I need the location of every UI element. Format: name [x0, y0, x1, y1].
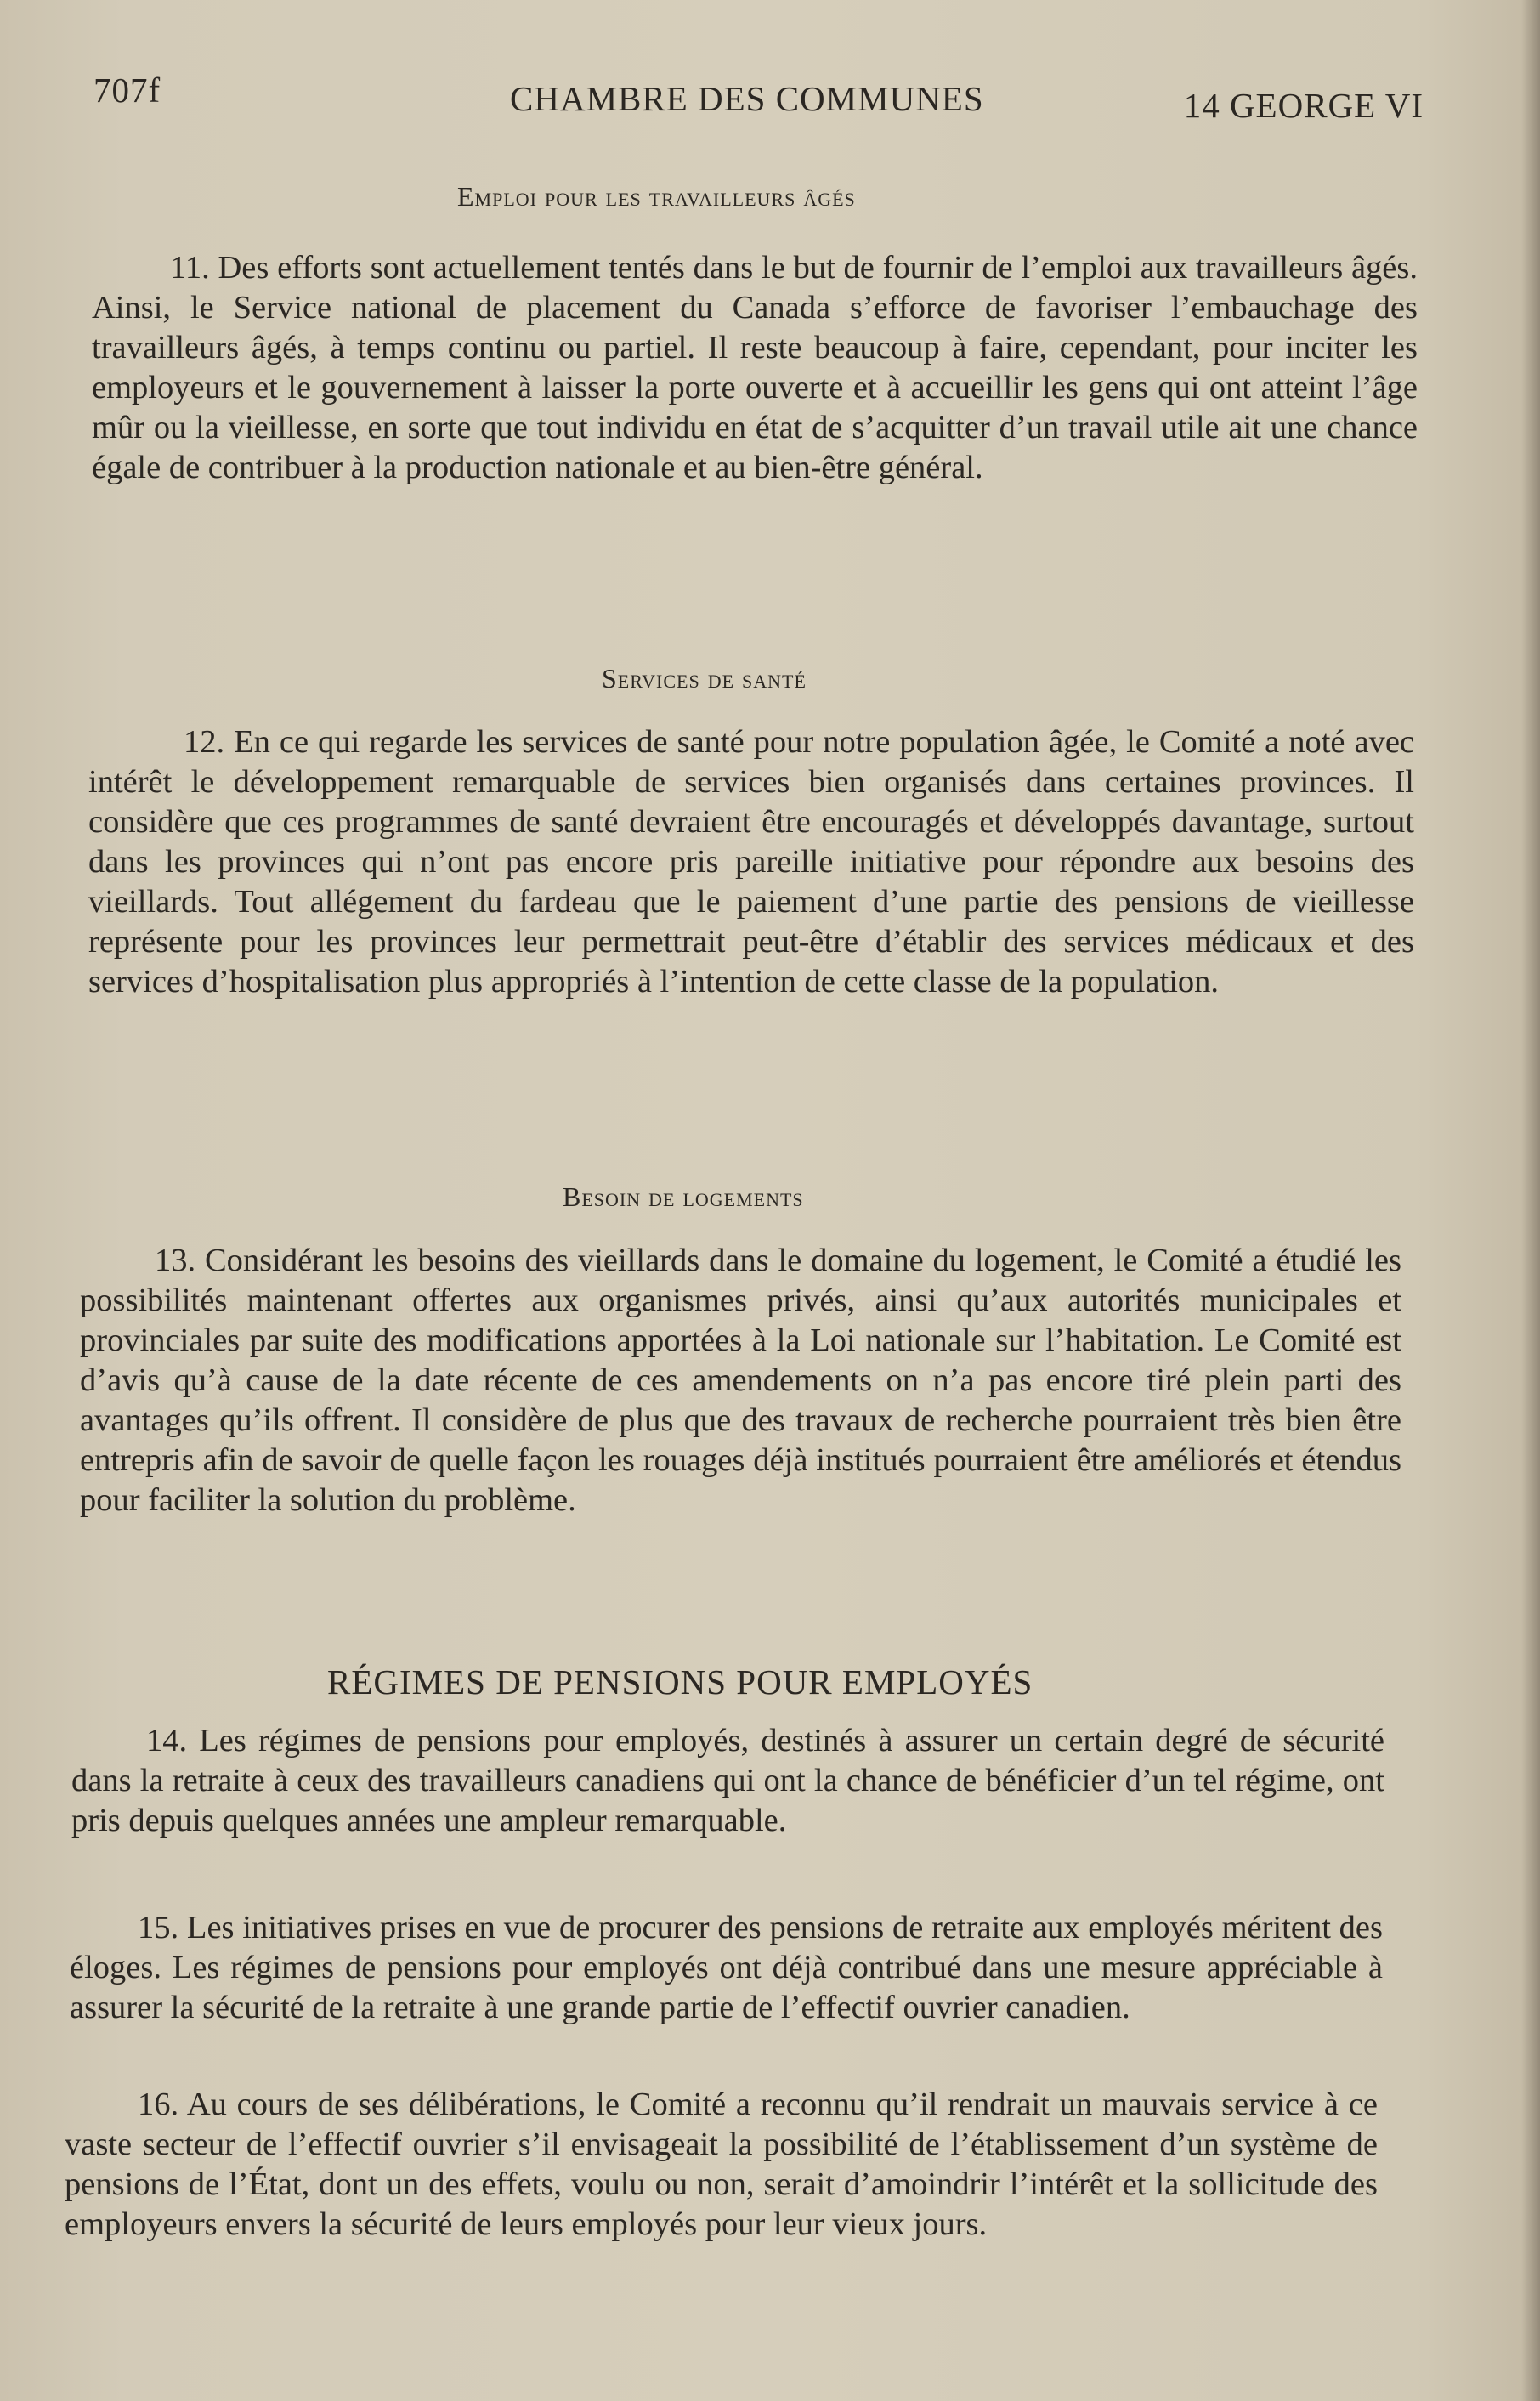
paragraph-11: [92, 248, 1418, 488]
paragraph-number: 15.: [138, 1910, 179, 1945]
page-edge-shadow: [1521, 0, 1540, 2401]
paragraph-14: [71, 1721, 1384, 1841]
paragraph-number: 14.: [146, 1723, 188, 1758]
paragraph-number: 16.: [138, 2087, 179, 2122]
regnal-year: 14 GEORGE VI: [1183, 86, 1424, 125]
paragraph-13: [80, 1241, 1401, 1520]
running-title: CHAMBRE DES COMMUNES: [510, 79, 984, 118]
section-heading-emploi: Emploi pour les travailleurs âgés: [457, 181, 856, 212]
paragraph-text: Les régimes de pensions pour employés, destinés à assurer un certain degré de sécurité dans la retraite à ceux des travailleurs canadiens qui ont la chance de bénéficier d’un tel régime, ont pris depuis quelques années une ampleur remarquable.: [71, 1723, 1385, 1838]
paragraph-number: 13.: [155, 1243, 196, 1278]
page-number: 707f: [93, 71, 161, 110]
paragraph-text: Les initiatives prises en vue de procurer des pensions de retraite aux employés méritent des éloges. Les régimes de pensions pour employés ont déjà contribué dans une mesure appréciable à assurer la sécurité de la retraite à une grande partie de l’effectif ouvrier canadien.: [70, 1910, 1383, 2025]
paragraph-number: 12.: [184, 724, 225, 760]
paragraph-text: En ce qui regarde les services de santé pour notre population âgée, le Comité a noté avec intérêt le développement remarquable de services bien organisés dans certaines provinces. Il considère que ces programmes de santé devraient être encouragés et développés davantage, surtout dans les provinces qui n’ont pas encore pris pareille initiative pour répondre aux besoins des vieillards. Tout allégement du fardeau que le paiement d’une partie des pensions de vieillesse représente pour les provinces leur permettrait peut-être d’établir des services médicaux et des services d’hospitalisation plus appropriés à l’intention de cette classe de la population.: [88, 724, 1415, 999]
paragraph-number: 11.: [170, 250, 210, 286]
section-heading-sante: Services de santé: [602, 663, 807, 694]
paragraph-12: [88, 722, 1414, 1002]
paragraph-15: [70, 1908, 1383, 2028]
paragraph-text: Au cours de ses délibérations, le Comité a reconnu qu’il rendrait un mauvais service à ce vaste secteur de l’effectif ouvrier s’il envisageait la possibilité de l’établissement d’un système de pensions de l’État, dont un des effets, voulu ou non, serait d’amoindrir l’intérêt et la sollicitude des employeurs envers la sécurité de leurs employés pour leur vieux jours.: [65, 2087, 1378, 2242]
section-heading-logements: Besoin de logements: [563, 1181, 804, 1212]
section-heading-regimes: RÉGIMES DE PENSIONS POUR EMPLOYÉS: [327, 1662, 1033, 1702]
paragraph-text: Considérant les besoins des vieillards dans le domaine du logement, le Comité a étudié les possibilités maintenant offertes aux organismes privés, ainsi qu’aux autorités municipales et provinciales par suite des modifications apportées à la Loi nationale sur l’habitation. Le Comité est d’avis qu’à cause de la date récente de ces amendements on n’a pas encore tiré plein parti des avantages qu’ils offrent. Il considère de plus que des travaux de recherche pourraient très bien être entrepris afin de savoir de quelle façon les rouages déjà institués pourraient être améliorés et étendus pour faciliter la solution du problème.: [80, 1243, 1401, 1518]
paragraph-16: [65, 2085, 1378, 2245]
page-header: [93, 70, 1424, 125]
paragraph-text: Des efforts sont actuellement tentés dans le but de fournir de l’emploi aux travailleurs âgés. Ainsi, le Service national de placement du Canada s’efforce de favoriser l’embauchage des travailleurs âgés, à temps continu ou partiel. Il reste beaucoup à faire, cependant, pour inciter les employeurs et le gouvernement à laisser la porte ouverte et à accueillir les gens qui ont atteint l’âge mûr ou la vieillesse, en sorte que tout individu en état de s’acquitter d’un travail utile ait une chance égale de contribuer à la production nationale et au bien-être général.: [92, 250, 1418, 485]
